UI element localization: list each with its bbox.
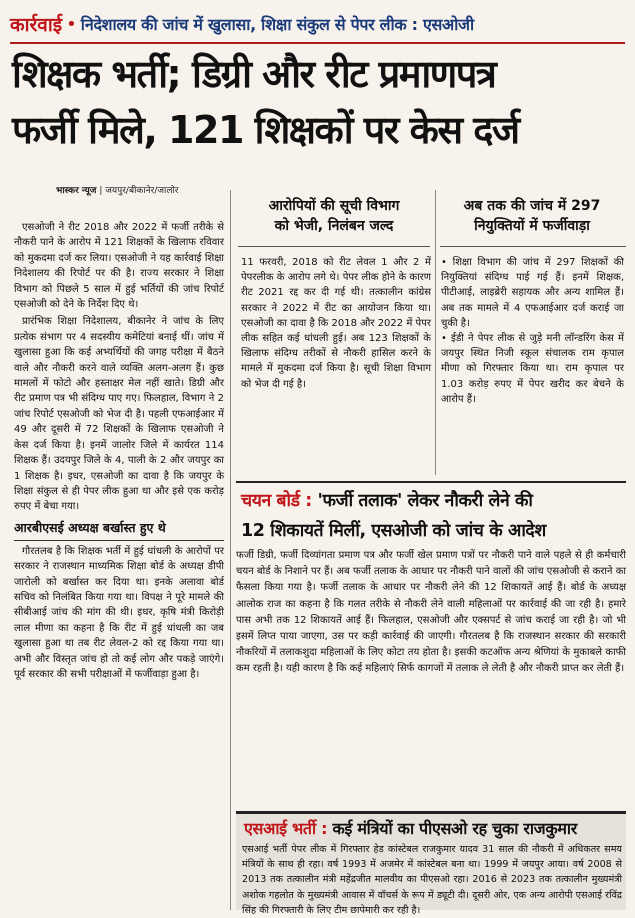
middle-box-rule xyxy=(238,246,430,247)
section2-body: फर्जी डिग्री, फर्जी दिव्यांगता प्रमाण पत्र और फर्जी खेल प्रमाण पत्रों पर नौकरी पाने वाले पहले से ही कर्मचारी चयन बोर्ड के निशाने पर हैं। अब फर्जी तलाक के आधार पर नौकरी पाने वालों की जांच एसओजी से कराने का फैसला किया गया है। फर्जी तलाक के आधार पर नौकरी लेने की 12 शिकायतें आई हैं। बोर्ड के अध्यक्ष आलोक राज का कहना है कि गलत तरीके से नौकरी लेने वाली महिलाओं पर कार्रवाई की जा रही है। हमारे पास अभी तक 12 शिकायतें आई हैं। फिलहाल, एसओजी और एक्सपर्ट से जांच कराई जा रही है। जो भी इसमें लिप्त पाया जाएगा, उस पर कड़ी कार्रवाई की जाएगी। गौरतलब है कि राजस्थान सरकार की सरकारी नौकरियों में तलाकशुदा महिलाओं के लिए कोटा तय होता है। इसकी कटऑफ अन्य श्रेणियां के मुकाबले काफी कम रहती है। यही कारण है कि कई महिलाएं सिर्फ कागजों में तलाक ले लेती है और नौकरी प्राप्त कर लेती हैं। xyxy=(236,550,626,675)
main-headline xyxy=(12,46,624,158)
left-paragraph-1: एसओजी ने रीट 2018 और 2022 में फर्जी तरीके से नौकरी पाने के आरोप में 121 शिक्षकों के खिलाफ रविवार को मुकदमा दर्ज कर लिया। एसओजी ने यह कार्रवाई शिक्षा निदेशालय की रिपोर्ट पर की है। राज्य सरकार ने शिक्षा विभाग को पिछले 5 साल में हुई भर्तियों की जांच रिपोर्ट एसओजी को देने के निर्देश दिए थे। xyxy=(14,222,224,311)
kicker-bar xyxy=(10,6,625,44)
left-subhead: आरबीएसई अध्यक्ष बर्खास्त हुए थे xyxy=(14,519,224,541)
column-divider-left xyxy=(230,190,231,910)
left-column xyxy=(14,220,224,910)
byline-source: भास्कर न्यूज xyxy=(56,186,97,196)
headline-line-2: फर्जी मिले, 121 शिक्षकों पर केस दर्ज xyxy=(12,108,519,152)
section2-label: चयन बोर्ड : xyxy=(241,491,312,511)
right-box-title xyxy=(438,196,626,236)
headline-line-1: शिक्षक भर्ती; डिग्री और रीट प्रमाणपत्र xyxy=(12,52,496,96)
kicker-dot: • xyxy=(66,13,77,35)
byline xyxy=(56,183,179,196)
kicker-text: निदेशालय की जांच में खुलासा, शिक्षा संकुल से पेपर लीक : एसओजी xyxy=(80,15,474,34)
middle-box-title xyxy=(236,196,432,236)
section2-headline xyxy=(241,486,626,546)
right-box-title-line-1: अब तक की जांच में 297 xyxy=(463,198,601,214)
right-box-rule xyxy=(440,246,626,247)
middle-box-title-line-1: आरोपियों की सूची विभाग xyxy=(268,198,400,214)
section2-title-rest: 'फर्जी तलाक' लेकर नौकरी लेने की xyxy=(311,491,533,511)
right-box-bullet-2: • ईडी ने पेपर लीक से जुड़े मनी लॉन्डरिंग केस में जयपुर स्थित निजी स्कूल संचालक राम कृपाल मीणा को गिरफ्तार किया था। राम कृपाल पर 1.03 करोड़ रुपए में पेपर खरीद कर बेचने के आरोप हैं। xyxy=(441,333,624,405)
column-divider-right xyxy=(435,190,436,475)
middle-box-body: 11 फरवरी, 2018 को रीट लेवल 1 और 2 में पेपरलीक के आरोप लगे थे। पेपर लीक होने के कारण रीट 2021 रद्द कर दी गई थी। तत्कालीन कांग्रेस सरकार ने 2022 में रीट का आयोजन किया था। एसओजी का दावा है कि 2018 और 2022 में पेपर लीक सहित कई धांधली हुई। अब 123 शिक्षकों के खिलाफ संदिग्ध तरीकों से नौकरी हासिल करने के मामले में मुकदमा दर्ज किया है। सूची शिक्षा विभाग को भेज दी गई है। xyxy=(241,257,431,390)
kicker-label: कार्रवाई xyxy=(10,14,63,36)
right-box-body xyxy=(441,255,624,480)
section3-body: एसआई भर्ती पेपर लीक में गिरफ्तार हेड कांस्टेबल राजकुमार यादव 31 साल की नौकरी में अधिकतर समय मंत्रियों के साथ ही रहा। वर्ष 1993 में अजमेर में कांस्टेबल बना था। 1999 में जयपुर आया। वर्ष 2008 से 2013 तक तत्कालीन मंत्री महेंद्रजीत मालवीय का पीएसओ रहा। 2016 से 2023 तक तत्कालीन मुख्यमंत्री अशोक गहलोत के मुख्यमंत्री आवास में वॉचर्स के रूप में ड्यूटी दी। दूसरी ओर, एक अन्य आरोपी एसआई रविंद्र सिंह की गिरफ्तारी के लिए टीम छापेमारी कर रही है। xyxy=(242,844,622,916)
section2-top-rule xyxy=(236,481,626,483)
section3-headline xyxy=(244,818,577,840)
section3-title-rest: कई मंत्रियों का पीएसओ रह चुका राजकुमार xyxy=(327,819,577,838)
left-paragraph-3: गौरतलब है कि शिक्षक भर्ती में हुई धांधली के आरोपों पर सरकार ने राजस्थान माध्यमिक शिक्षा बोर्ड के अध्यक्ष डीपी जारोली को बर्खास्त कर दिया था। इनके अलावा बोर्ड सचिव को निलंबित किया गया था। विपक्ष ने पूरे मामले की सीबीआई जांच की मांग की थी। इधर, कृषि मंत्री किरोड़ी लाल मीणा का कहना है कि रीट में हुई धांधली का जब खुलासा हुआ था तब रीट लेवल-2 को रद्द किया गया था। अभी और विस्तृत जांच हो तो कई लोग और पकड़े जाएंगे। पूर्व सरकार की सभी परीक्षाओं में फर्जीवाड़ा हुआ है। xyxy=(14,545,224,680)
left-paragraph-2: प्रारंभिक शिक्षा निदेशालय, बीकानेर ने जांच के लिए प्रत्येक संभाग पर 4 सदस्यीय कमेटियां बनाई थीं। जांच में खुलासा हुआ कि कई अभ्यर्थियों की जगह परीक्षा में बैठने वाले और नौकरी करने वाले व्यक्ति अलग-अलग हैं। कुछ मामलों में फोटो और हस्ताक्षर मेल नहीं खाते। डिग्री और रीट प्रमाण पत्र भी संदिग्ध पाए गए। फिलहाल, विभाग ने 2 जांच रिपोर्ट एसओजी को भेज दी है। पहली एफआईआर में 49 और दूसरी में 72 शिक्षकों के खिलाफ एसओजी ने केस दर्ज किया है। इनमें जालोर जिले में कार्यरत 114 शिक्षक हैं। उदयपुर जिले के 4, पाली के 2 और जयपुर का 1 शिक्षक है। इधर, एसओजी का दावा है कि जयपुर के शिक्षा संकुल से ही पेपर लीक हुआ था और इसे एक करोड़ रुपए में बेचा गया। xyxy=(14,316,224,513)
middle-box-title-line-2: को भेजी, निलंबन जल्द xyxy=(274,218,394,234)
section3-box xyxy=(236,811,626,916)
section2-headline-line-1 xyxy=(241,486,626,516)
section2-headline-line-2: 12 शिकायतें मिलीं, एसओजी को जांच के आदेश xyxy=(241,521,546,541)
right-box-title-line-2: नियुक्तियों में फर्जीवाड़ा xyxy=(474,218,590,234)
byline-places: | जयपुर/बीकानेर/जालोर xyxy=(99,186,179,196)
section3-label: एसआई भर्ती : xyxy=(244,819,328,838)
right-box-bullet-1: • शिक्षा विभाग की जांच में 297 शिक्षकों की नियुक्तियां संदिग्ध पाई गई हैं। इनमें शिक्षक, पीटीआई, लाइब्रेरी सहायक और अन्य शामिल हैं। अब तक मामले में 4 एफआईआर दर्ज कराई जा चुकी है। xyxy=(441,257,624,329)
